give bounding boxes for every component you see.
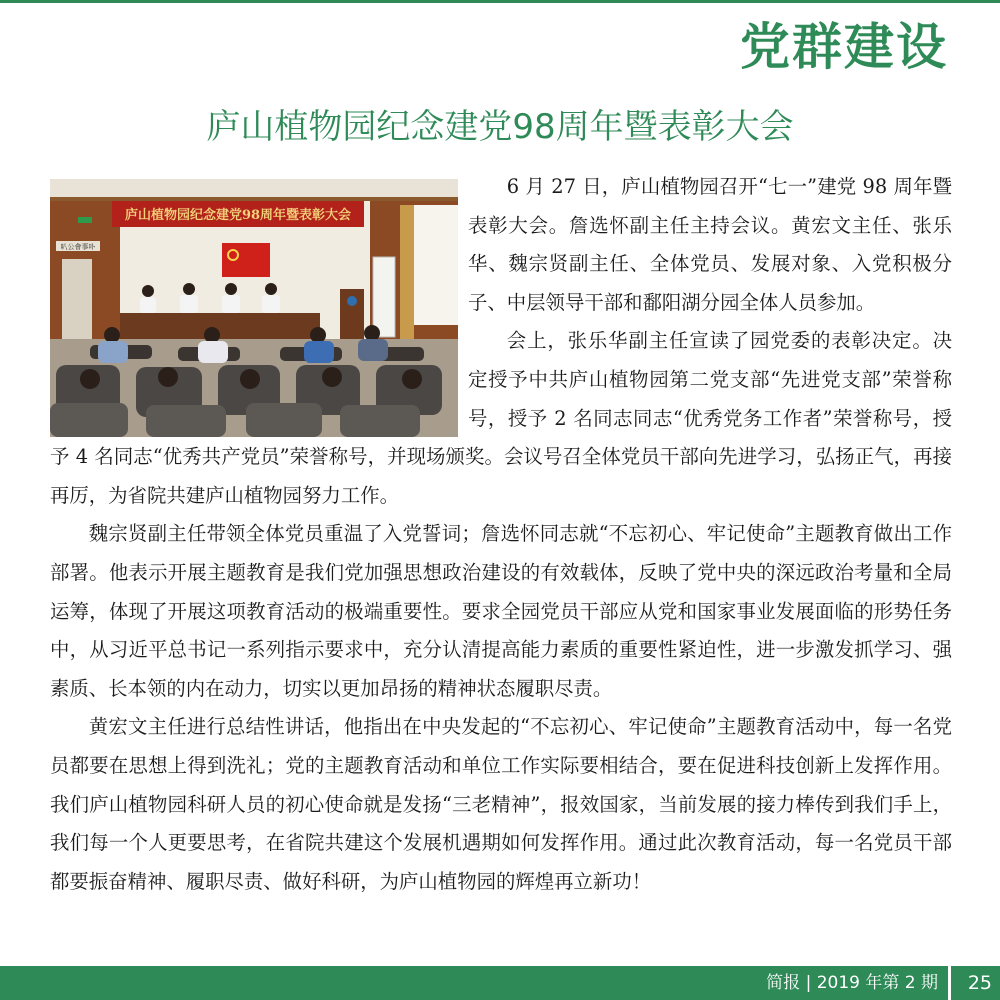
section-title: 党群建设: [740, 17, 948, 76]
photo-text-wrap-spacer: [50, 168, 468, 436]
article-title: 庐山植物园纪念建党98周年暨表彰大会: [206, 107, 794, 147]
footer-bar: [0, 966, 1000, 1000]
top-rule: [0, 0, 1000, 3]
article-paragraph-3: 魏宗贤副主任带领全体党员重温了入党誓词；詹选怀同志就“不忘初心、牢记使命”主题教育做出工作部署。他表示开展主题教育是我们党加强思想政治建设的有效载体，反映了党中央的深远政治考量和全局运筹，体现了开展这项教育活动的极端重要性。要求全园党员干部应从党和国家事业发展面临的形势任务中，从习近平总书记一系列指示要求中，充分认清提高能力素质的重要性紧迫性，进一步激发抓学习、强素质、长本领的内在动力，切实以更加昂扬的精神状态履职尽责。: [50, 522, 952, 700]
article-body: [50, 168, 952, 901]
door-sign: 叭公會事卟: [60, 243, 96, 251]
footer-divider: [948, 966, 951, 1000]
photo-banner-text: 庐山植物园纪念建党98周年暨表彰大会: [124, 208, 352, 223]
article-paragraph-4: 黄宏文主任进行总结性讲话，他指出在中央发起的“不忘初心、牢记使命”主题教育活动中，每一名党员都要在思想上得到洗礼；党的主题教育活动和单位工作实际要相结合，要在促进科技创新上发挥作用。我们庐山植物园科研人员的初心使命就是发扬“三老精神”，报效国家，当前发展的接力棒传到我们手上，我们每一个人更要思考，在省院共建这个发展机遇期如何发挥作用。通过此次教育活动，每一名党员干部都要振奋精神、履职尽责、做好科研，为庐山植物园的辉煌再立新功！: [50, 715, 952, 893]
publication-label: 简报 | 2019 年第 2 期: [766, 973, 938, 993]
article-paragraph-1: 6 月 27 日，庐山植物园召开“七一”建党 98 周年暨表彰大会。詹选怀副主任主持会议。黄宏文主任、张乐华、魏宗贤副主任、全体党员、发展对象、入党积极分子、中层领导干部和鄱阳湖分园全体人员参加。: [468, 175, 952, 314]
page-number: 25: [967, 972, 992, 994]
article-paragraph-2: 会上，张乐华副主任宣读了园党委的表彰决定。决定授予中共庐山植物园第二党支部“先进党支部”荣誉称号，授予 2 名同志同志“优秀党务工作者”荣誉称号，授予 4 名同志“优秀共产党员”荣誉称号，并现场颁奖。会议号召全体党员干部向先进学习，弘扬正气，再接再厉，为省院共建庐山植物园努力工作。: [50, 329, 952, 507]
